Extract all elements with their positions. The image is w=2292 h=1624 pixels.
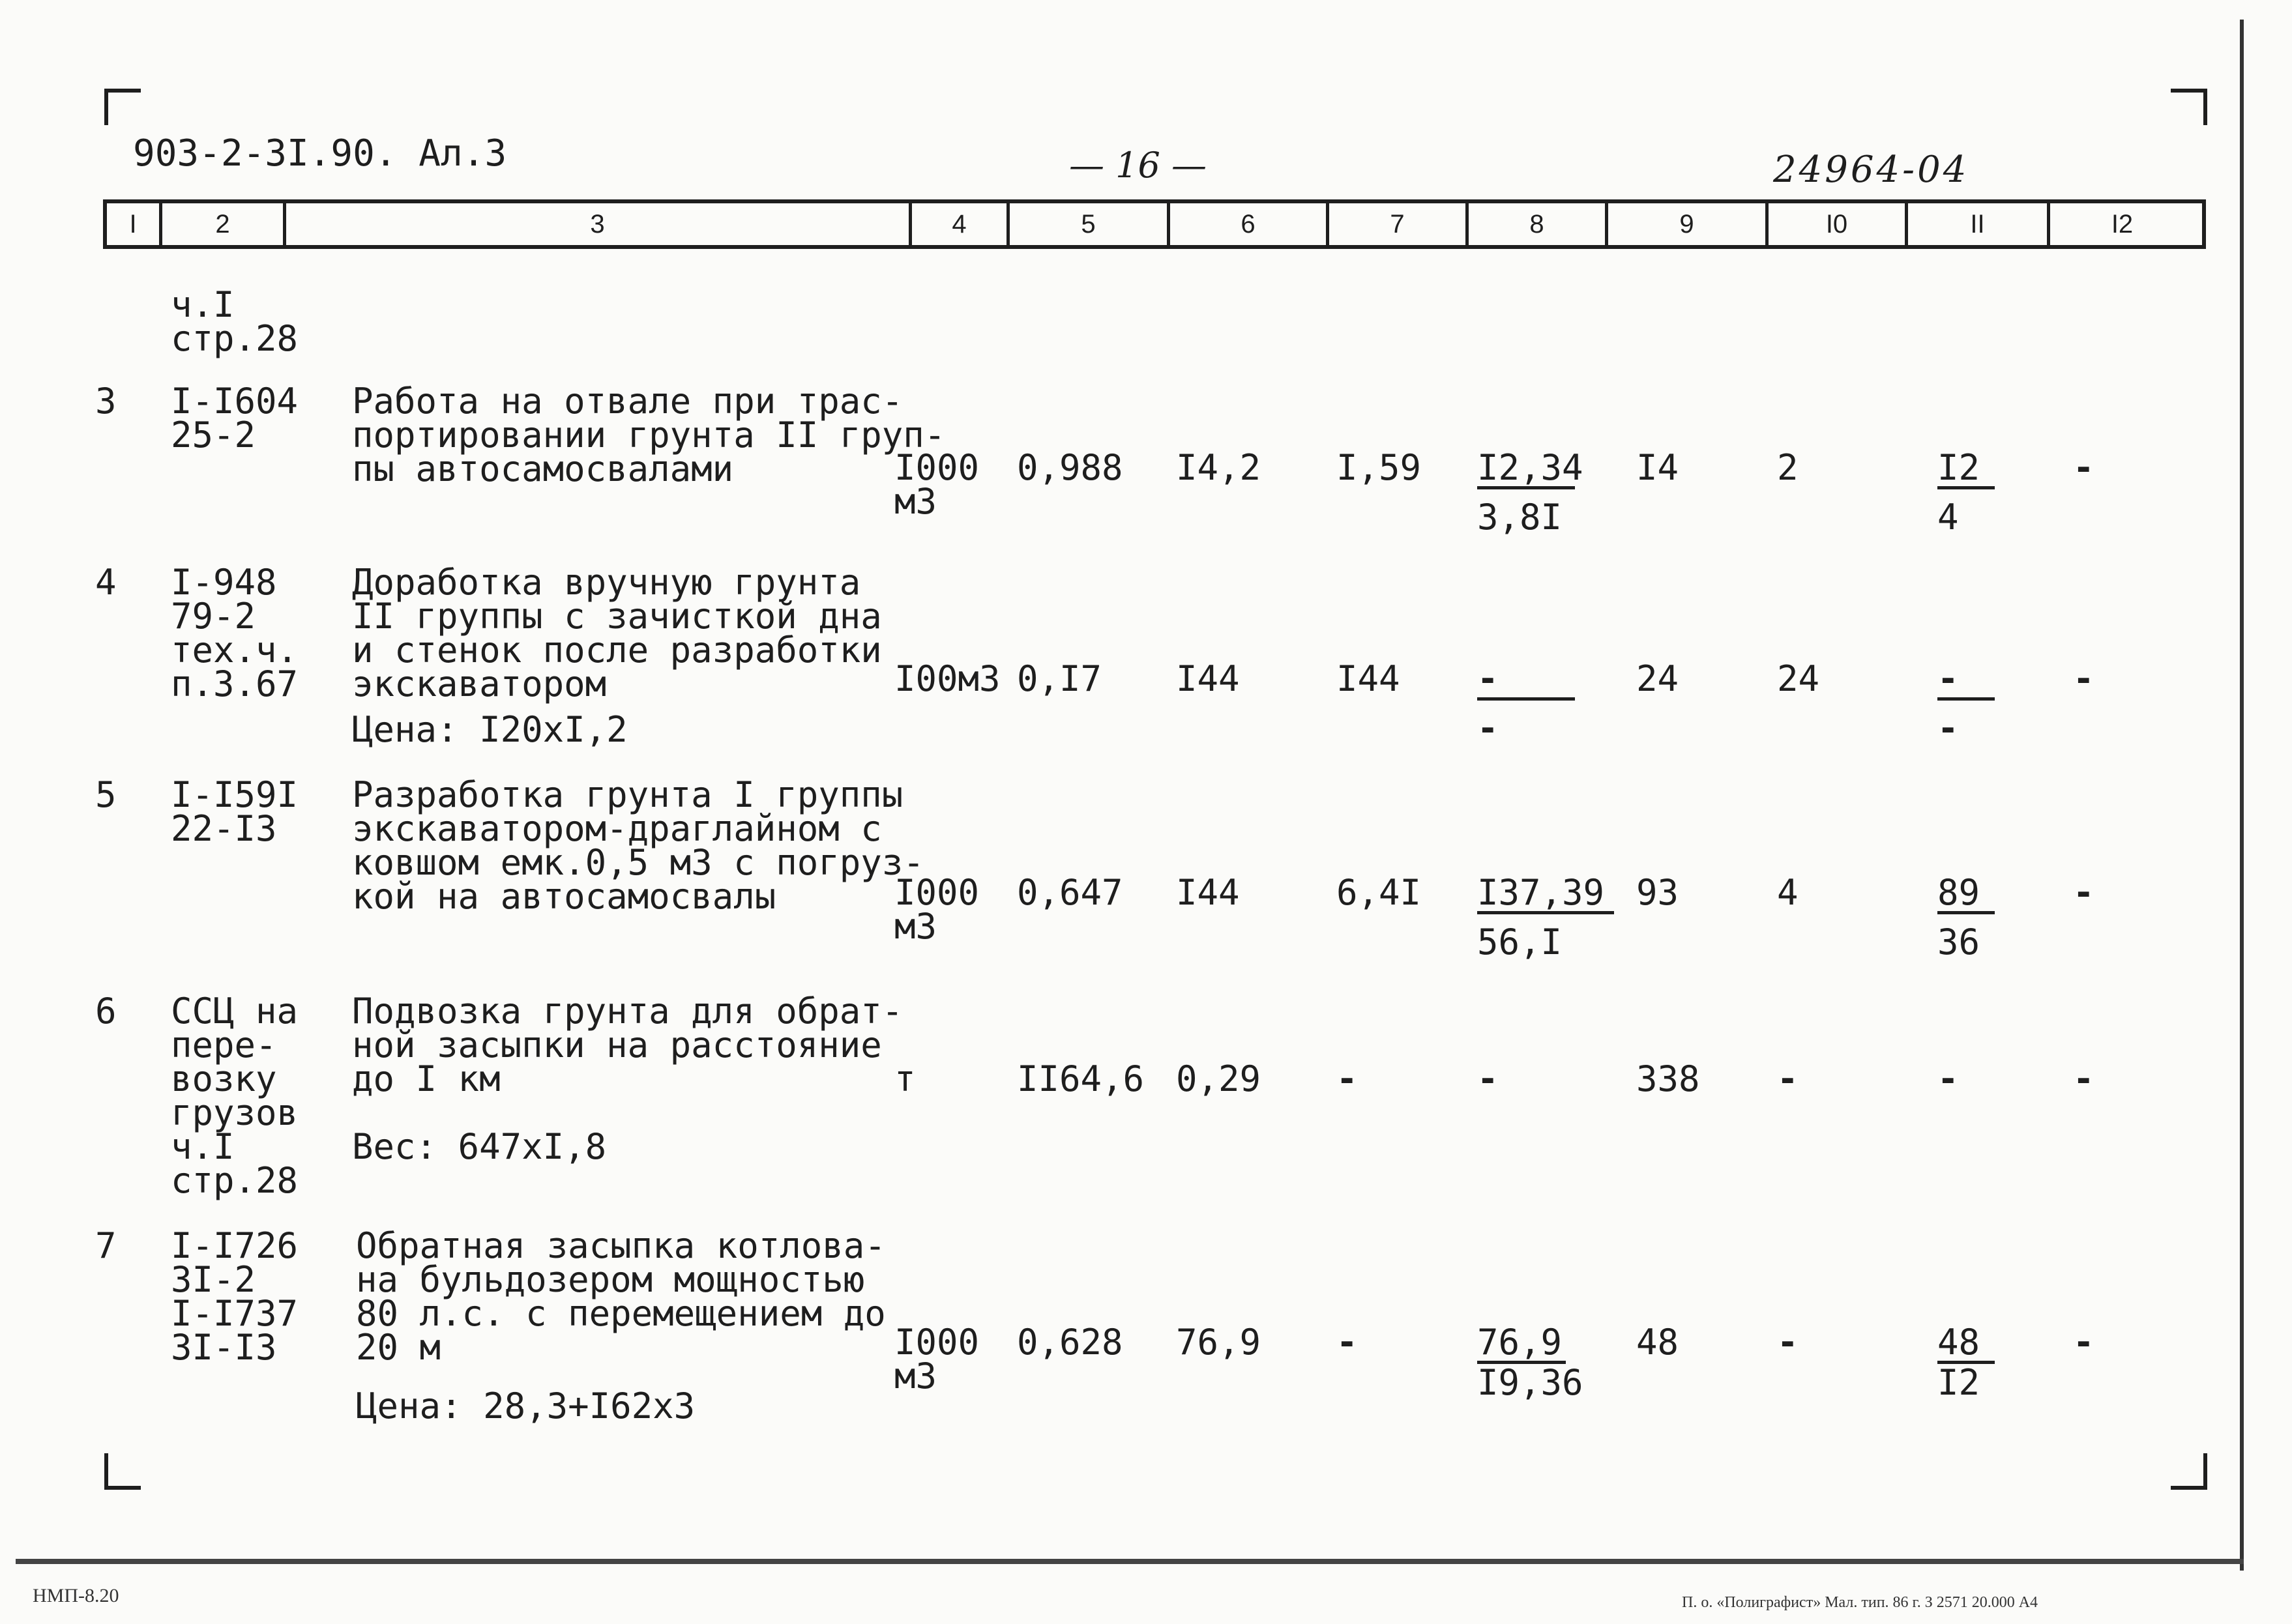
column-number-5: 5 bbox=[1081, 210, 1096, 239]
document-code: 903-2-3I.90. Ал.3 bbox=[133, 132, 507, 175]
row-col9: 24 bbox=[1636, 658, 1679, 699]
row-col6: I44 bbox=[1176, 658, 1240, 699]
row-col10: 2 bbox=[1777, 447, 1799, 488]
row-col10: 4 bbox=[1777, 872, 1799, 913]
column-number-6: 6 bbox=[1241, 210, 1256, 239]
row-unit: I00м3 bbox=[894, 658, 1001, 699]
row-col8-bottom: I9,36 bbox=[1477, 1362, 1583, 1403]
row-col8-bottom: 3,8I bbox=[1477, 497, 1563, 538]
row-col8-top: - bbox=[1477, 662, 1575, 701]
row-quantity: 0,988 bbox=[1017, 447, 1123, 488]
row-code: ССЦ на пере- возку грузов ч.I стр.28 bbox=[171, 991, 299, 1201]
row-col6: I4,2 bbox=[1176, 447, 1261, 488]
row-description: Подвозка грунта для обрат- ной засыпки на расстояние до I км bbox=[352, 991, 904, 1099]
form-code: НМП-8.20 bbox=[33, 1585, 119, 1606]
corner-mark-bottom-left bbox=[104, 1453, 141, 1490]
row-col8-bottom: - bbox=[1477, 708, 1499, 749]
row-col12: - bbox=[2073, 1322, 2094, 1363]
archive-number: 24964-04 bbox=[1773, 149, 1969, 191]
row-unit: I000 м3 bbox=[894, 872, 980, 947]
row-code: I-I726 3I-2 I-I737 3I-I3 bbox=[171, 1225, 299, 1368]
row-code: I-I604 25-2 bbox=[171, 381, 299, 456]
row-code: I-I59I 22-I3 bbox=[171, 774, 299, 849]
row-col9: 338 bbox=[1636, 1058, 1700, 1099]
row-col11-top: 48 bbox=[1937, 1326, 1995, 1364]
row-description: Разработка грунта I группы экскаватором-драглайном с ковшом емк.0,5 м3 с погруз- кой на автосамосвалы bbox=[352, 774, 924, 917]
row-col7: - bbox=[1336, 1322, 1358, 1363]
row-col6: 0,29 bbox=[1176, 1058, 1261, 1099]
column-number-2: 2 bbox=[215, 210, 230, 239]
row-col8-bottom: 56,I bbox=[1477, 921, 1563, 963]
row-number: 5 bbox=[95, 774, 117, 815]
row-code: I-948 79-2 тех.ч. п.3.67 bbox=[171, 562, 299, 704]
row-col11-top: - bbox=[1937, 662, 1995, 701]
row-col8-top: 76,9 bbox=[1477, 1326, 1566, 1364]
row-number: 4 bbox=[95, 562, 117, 603]
column-number-12: I2 bbox=[2111, 210, 2134, 239]
row-weight-note: Вес: 647xI,8 bbox=[352, 1126, 607, 1167]
page-bottom-rule bbox=[16, 1559, 2244, 1564]
row-description: Обратная засыпка котлова- на бульдозером мощностью 80 л.с. с перемещением до 20 м bbox=[356, 1225, 886, 1368]
row-col8-top: - bbox=[1477, 1058, 1499, 1099]
row-col11-bottom: I2 bbox=[1937, 1362, 1980, 1403]
row-col6: 76,9 bbox=[1176, 1322, 1261, 1363]
column-number-3: 3 bbox=[590, 210, 605, 239]
row-col12: - bbox=[2073, 872, 2094, 913]
row-col11-bottom: - bbox=[1937, 708, 1959, 749]
corner-mark-bottom-right bbox=[2171, 1453, 2207, 1490]
corner-mark-top-left bbox=[104, 89, 141, 125]
row-quantity: 0,I7 bbox=[1017, 658, 1102, 699]
row-col10: - bbox=[1777, 1322, 1799, 1363]
row-unit: т bbox=[894, 1058, 916, 1099]
row-number: 7 bbox=[95, 1225, 117, 1266]
column-number-10: I0 bbox=[1825, 210, 1848, 239]
row-code: ч.I стр.28 bbox=[171, 284, 299, 359]
row-col9: 93 bbox=[1636, 872, 1679, 913]
column-number-9: 9 bbox=[1679, 210, 1694, 239]
row-col8-top: I2,34 bbox=[1477, 447, 1583, 488]
row-col11-bottom: 4 bbox=[1937, 497, 1959, 538]
row-col10: - bbox=[1777, 1058, 1799, 1099]
column-number-11: II bbox=[1970, 210, 1985, 239]
row-number: 3 bbox=[95, 381, 117, 422]
row-unit: I000 м3 bbox=[894, 447, 980, 522]
row-col8-top: I37,39 bbox=[1477, 876, 1614, 914]
row-col11-bottom: 36 bbox=[1937, 921, 1980, 963]
row-price-note: Цена: I20xI,2 bbox=[352, 709, 628, 750]
printer-imprint: П. о. «Полиграфист» Мал. тип. 86 г. З 2571 20.000 А4 bbox=[1682, 1594, 2038, 1611]
row-unit: I000 м3 bbox=[894, 1322, 980, 1397]
row-description: Доработка вручную грунта II группы с зачисткой дна и стенок после разработки экскаватором bbox=[352, 562, 882, 704]
row-col7: I44 bbox=[1336, 658, 1400, 699]
row-col12: - bbox=[2073, 1058, 2094, 1099]
column-number-7: 7 bbox=[1390, 210, 1405, 239]
row-col11-top: 89 bbox=[1937, 876, 1995, 914]
row-col10: 24 bbox=[1777, 658, 1820, 699]
row-col9: 48 bbox=[1636, 1322, 1679, 1363]
column-number-4: 4 bbox=[952, 210, 967, 239]
corner-mark-top-right bbox=[2171, 89, 2207, 125]
row-quantity: 0,628 bbox=[1017, 1322, 1123, 1363]
row-col12: - bbox=[2073, 447, 2094, 488]
row-description: Работа на отвале при трас- портировании грунта II груп- пы автосамосвалами bbox=[352, 381, 946, 489]
row-price-note: Цена: 28,3+I62x3 bbox=[356, 1385, 696, 1427]
row-col7: - bbox=[1336, 1058, 1358, 1099]
row-col11-top: I2 bbox=[1937, 451, 1995, 489]
row-col7: I,59 bbox=[1336, 447, 1422, 488]
row-col9: I4 bbox=[1636, 447, 1679, 488]
page-number: — 16 — bbox=[1069, 145, 1207, 186]
column-number-8: 8 bbox=[1529, 210, 1544, 239]
page-right-edge bbox=[2240, 20, 2244, 1571]
row-col7: 6,4I bbox=[1336, 872, 1422, 913]
row-col11-top: - bbox=[1937, 1058, 1959, 1099]
row-quantity: 0,647 bbox=[1017, 872, 1123, 913]
row-quantity: II64,6 bbox=[1017, 1058, 1145, 1099]
row-number: 6 bbox=[95, 991, 117, 1032]
column-number-1: I bbox=[129, 210, 137, 239]
row-col6: I44 bbox=[1176, 872, 1240, 913]
row-col12: - bbox=[2073, 658, 2094, 699]
